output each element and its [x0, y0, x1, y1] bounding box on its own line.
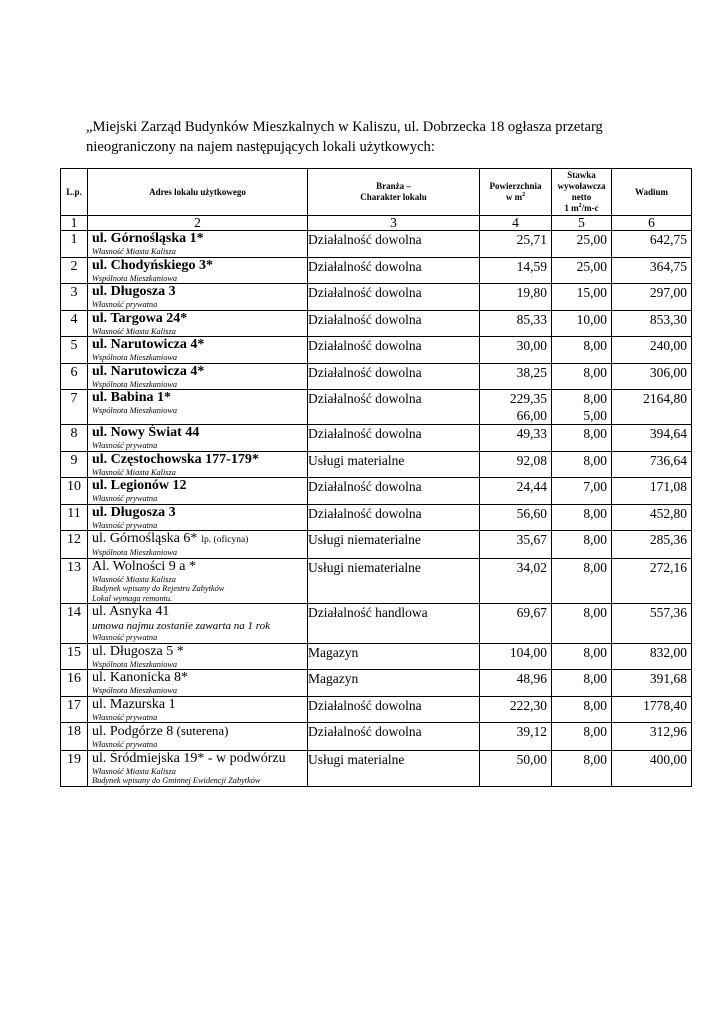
table-row — [61, 284, 692, 311]
row-rate — [552, 310, 612, 337]
row-address-extra: lp. (oficyna) — [201, 535, 249, 545]
row-ownership-note: Wspólnota Mieszkaniowa — [92, 686, 178, 695]
row-deposit: 285,36 — [612, 531, 692, 559]
row-deposit: 2164,80 — [612, 390, 692, 425]
row-address-text: ul. Narutowicza 4* — [92, 337, 205, 352]
row-address-text: ul. Częstochowska 177-179* — [92, 451, 259, 467]
header-branch — [308, 169, 480, 216]
row-ownership-note: Własność Miasta Kalisza — [92, 766, 176, 776]
row-rate — [552, 257, 612, 284]
header-rate-line-2: wywoławcza — [557, 181, 606, 191]
row-branch: Działalność dowolna — [308, 504, 480, 531]
row-contract-note: umowa najmu zostanie zawarta na 1 rok — [92, 620, 271, 632]
row-address-cell — [88, 425, 308, 452]
row-address — [88, 531, 307, 548]
row-lp: 2 — [61, 257, 88, 284]
row-branch: Działalność dowolna — [308, 310, 480, 337]
row-address-cell — [88, 643, 308, 670]
row-address — [88, 670, 307, 686]
table-row — [61, 696, 692, 723]
row-lp: 8 — [61, 425, 88, 452]
header-row — [61, 169, 692, 216]
row-area-value: 222,30 — [509, 697, 547, 713]
row-rate — [552, 451, 612, 478]
row-address — [88, 723, 307, 740]
intro-line-1: „Miejski Zarząd Budynków Mieszkalnych w Kaliszu, ul. Dobrzecka 18 ogłasza przetarg — [86, 119, 603, 135]
row-address — [88, 390, 307, 406]
row-lp: 1 — [61, 231, 88, 258]
row-area-value: 14,59 — [516, 258, 547, 274]
row-lp: 17 — [61, 696, 88, 723]
row-branch: Usługi materialne — [308, 451, 480, 478]
header-area-sup: 2 — [522, 192, 526, 198]
row-rate-value: 8,00 — [583, 724, 607, 739]
row-deposit: 297,00 — [612, 284, 692, 311]
row-lp: 6 — [61, 363, 88, 390]
row-rate-value: 25,00 — [576, 232, 607, 247]
row-area-value: 56,60 — [516, 505, 547, 521]
row-deposit: 312,96 — [612, 723, 692, 751]
row-area — [480, 558, 552, 604]
row-rate — [552, 750, 612, 786]
row-branch: Działalność dowolna — [308, 231, 480, 258]
table-row — [61, 337, 692, 364]
row-ownership-note: Własność prywatna — [92, 494, 158, 503]
row-ownership-note: Własność prywatna — [92, 300, 158, 309]
row-address — [88, 697, 307, 713]
header-branch-line-2: Charakter lokalu — [360, 192, 427, 202]
row-branch: Działalność dowolna — [308, 390, 480, 425]
row-area — [480, 604, 552, 644]
row-address-cell — [88, 310, 308, 337]
table-row — [61, 390, 692, 425]
row-ownership-note: Własność Miasta Kalisza — [92, 467, 176, 477]
row-lp: 18 — [61, 723, 88, 751]
row-ownership-note: Wspólnota Mieszkaniowa — [92, 273, 178, 283]
row-area — [480, 504, 552, 531]
row-deposit: 394,64 — [612, 425, 692, 452]
row-rate-value: 8,00 — [583, 505, 607, 521]
row-rate-value: 8,00 — [583, 532, 607, 547]
row-area — [480, 451, 552, 478]
row-area-value: 48,96 — [516, 671, 547, 686]
header-area-line-1: Powierzchnia — [489, 181, 542, 191]
row-area — [480, 257, 552, 284]
row-lp: 11 — [61, 504, 88, 531]
row-address-text: ul. Długosza 3 — [92, 504, 176, 520]
row-address-cell — [88, 257, 308, 284]
row-ownership-note: Wspólnota Mieszkaniowa — [92, 406, 178, 415]
header-rate-sup: 2 — [578, 203, 582, 209]
table-row — [61, 604, 692, 644]
row-area-value: 50,00 — [516, 751, 547, 767]
row-rate-value: 8,00 — [583, 452, 607, 468]
row-address-text: ul. Narutowicza 4* — [92, 363, 205, 379]
row-area — [480, 310, 552, 337]
row-branch: Działalność handlowa — [308, 604, 480, 644]
row-deposit: 832,00 — [612, 643, 692, 670]
row-address — [88, 452, 307, 468]
row-lp: 7 — [61, 390, 88, 425]
row-address — [88, 478, 307, 494]
row-address — [88, 258, 307, 274]
row-ownership-note: Lokal wymaga remontu. — [92, 593, 173, 603]
row-address — [88, 231, 307, 247]
row-rate-value: 25,00 — [576, 258, 607, 274]
row-branch: Magazyn — [308, 670, 480, 697]
column-number: 1 — [61, 216, 88, 231]
row-address-cell — [88, 284, 308, 311]
row-rate-value: 8,00 — [583, 426, 607, 441]
row-rate — [552, 425, 612, 452]
row-address-cell — [88, 363, 308, 390]
row-deposit: 400,00 — [612, 750, 692, 786]
row-area — [480, 478, 552, 505]
row-address-text: ul. Śródmiejska 19* - w podwórzu — [92, 750, 286, 766]
row-address — [88, 505, 307, 521]
row-area-value: 19,80 — [516, 285, 547, 300]
row-branch: Działalność dowolna — [308, 723, 480, 751]
row-ownership-note: Własność prywatna — [92, 740, 158, 749]
header-rate-unit-tail: /m-c — [581, 203, 599, 213]
row-branch: Usługi niematerialne — [308, 531, 480, 559]
table-row — [61, 670, 692, 697]
row-area — [480, 337, 552, 364]
row-lp: 9 — [61, 451, 88, 478]
row-deposit: 557,36 — [612, 604, 692, 644]
row-branch: Działalność dowolna — [308, 425, 480, 452]
row-rate-value: 8,00 — [583, 671, 607, 686]
row-address-text: ul. Asnyka 41 — [92, 604, 170, 619]
header-rate-unit: 1 m — [564, 203, 579, 213]
table-row — [61, 310, 692, 337]
header-lp: L.p. — [61, 169, 88, 216]
row-address — [88, 644, 307, 660]
column-number: 4 — [480, 216, 552, 231]
table-row — [61, 504, 692, 531]
row-address-text: ul. Babina 1* — [92, 390, 171, 405]
row-lp: 19 — [61, 750, 88, 786]
row-branch: Usługi niematerialne — [308, 558, 480, 604]
row-rate — [552, 478, 612, 505]
row-address-cell — [88, 531, 308, 559]
row-address-text: ul. Chodyńskiego 3* — [92, 257, 213, 273]
row-area — [480, 284, 552, 311]
row-address-cell — [88, 451, 308, 478]
row-lp: 3 — [61, 284, 88, 311]
row-area-value: 38,25 — [516, 364, 547, 380]
row-branch: Usługi materialne — [308, 750, 480, 786]
row-address-text: ul. Nowy Świat 44 — [92, 425, 200, 440]
column-number: 6 — [612, 216, 692, 231]
table-row — [61, 478, 692, 505]
row-branch: Działalność dowolna — [308, 337, 480, 364]
row-area — [480, 425, 552, 452]
row-lp: 10 — [61, 478, 88, 505]
row-rate-value: 10,00 — [576, 311, 607, 327]
row-rate — [552, 337, 612, 364]
row-address-text: Al. Wolności 9 a * — [92, 558, 196, 574]
row-area-value: 49,33 — [516, 426, 547, 441]
row-deposit: 736,64 — [612, 451, 692, 478]
row-rate-value: 8,00 — [583, 697, 607, 713]
row-address-text: ul. Mazurska 1 — [92, 696, 176, 712]
row-deposit: 1778,40 — [612, 696, 692, 723]
row-area-value: 66,00 — [516, 408, 547, 423]
row-ownership-note: Budynek wpisany do Gminnej Ewidencji Zabytków — [92, 776, 261, 785]
row-address-cell — [88, 390, 308, 425]
row-area-value: 39,12 — [516, 724, 547, 739]
row-deposit: 306,00 — [612, 363, 692, 390]
row-rate — [552, 604, 612, 644]
header-rate-line-1: Stawka — [567, 170, 596, 180]
table-row — [61, 425, 692, 452]
header-branch-line-1: Branża – — [376, 181, 411, 191]
row-area — [480, 390, 552, 425]
header-rate-line-4 — [552, 203, 611, 214]
row-address-text: ul. Długosza 3 — [92, 284, 176, 299]
row-ownership-note: Własność prywatna — [92, 520, 158, 530]
row-rate-value: 8,00 — [583, 644, 607, 660]
row-rate — [552, 284, 612, 311]
row-deposit: 452,80 — [612, 504, 692, 531]
row-branch: Działalność dowolna — [308, 363, 480, 390]
row-lp: 14 — [61, 604, 88, 644]
row-address — [88, 337, 307, 353]
column-number: 2 — [88, 216, 308, 231]
row-address-tail: (suterena) — [173, 723, 229, 738]
row-address — [88, 751, 307, 767]
row-ownership-note: Wspólnota Mieszkaniowa — [92, 379, 178, 389]
row-address-cell — [88, 723, 308, 751]
row-address — [88, 284, 307, 300]
row-area-value: 92,08 — [516, 452, 547, 468]
row-rate — [552, 723, 612, 751]
header-address: Adres lokalu użytkowego — [88, 169, 308, 216]
row-rate-value: 15,00 — [576, 285, 607, 300]
row-area — [480, 531, 552, 559]
row-area — [480, 643, 552, 670]
row-rate-value: 8,00 — [583, 338, 607, 353]
row-address — [88, 559, 307, 575]
table-row — [61, 643, 692, 670]
row-deposit: 272,16 — [612, 558, 692, 604]
row-rate — [552, 696, 612, 723]
row-address-cell — [88, 478, 308, 505]
row-area-value: 34,02 — [516, 559, 547, 575]
row-address-cell — [88, 750, 308, 786]
row-ownership-note: Własność prywatna — [92, 633, 158, 642]
header-area-line-2 — [480, 192, 551, 203]
row-area — [480, 231, 552, 258]
row-ownership-note: Wspólnota Mieszkaniowa — [92, 659, 178, 669]
row-rate-value: 8,00 — [583, 391, 607, 406]
row-rate-value: 8,00 — [583, 751, 607, 767]
table-row — [61, 451, 692, 478]
header-rate — [552, 169, 612, 216]
row-ownership-note: Własność Miasta Kalisza — [92, 574, 176, 584]
row-deposit: 171,08 — [612, 478, 692, 505]
row-address — [88, 604, 307, 620]
row-area-value: 69,67 — [516, 605, 547, 620]
table-row — [61, 257, 692, 284]
row-rate — [552, 643, 612, 670]
row-address-text: ul. Targowa 24* — [92, 310, 188, 326]
row-lp: 5 — [61, 337, 88, 364]
row-deposit: 642,75 — [612, 231, 692, 258]
table-row — [61, 558, 692, 604]
row-lp: 16 — [61, 670, 88, 697]
table-row — [61, 231, 692, 258]
column-number: 3 — [308, 216, 480, 231]
row-ownership-note: Własność Miasta Kalisza — [92, 247, 176, 256]
row-ownership-note: Budynek wpisany do Rejestru Zabytków — [92, 584, 225, 593]
column-number-row — [61, 216, 692, 231]
column-number: 5 — [552, 216, 612, 231]
row-area-value: 35,67 — [516, 532, 547, 547]
row-deposit: 853,30 — [612, 310, 692, 337]
row-rate-value: 8,00 — [583, 559, 607, 575]
row-address-text: ul. Legionów 12 — [92, 478, 187, 493]
row-deposit: 391,68 — [612, 670, 692, 697]
row-lp: 4 — [61, 310, 88, 337]
row-area-value: 229,35 — [509, 391, 547, 406]
row-rate — [552, 558, 612, 604]
row-ownership-note: Własność prywatna — [92, 712, 158, 722]
row-deposit: 240,00 — [612, 337, 692, 364]
row-area — [480, 363, 552, 390]
row-area-value: 85,33 — [516, 311, 547, 327]
row-branch: Działalność dowolna — [308, 257, 480, 284]
row-address-cell — [88, 504, 308, 531]
row-deposit: 364,75 — [612, 257, 692, 284]
row-ownership-note: Wspólnota Mieszkaniowa — [92, 353, 178, 362]
row-address-cell — [88, 337, 308, 364]
row-address — [88, 311, 307, 327]
row-address-text: ul. Podgórze 8 — [92, 724, 174, 739]
row-rate — [552, 231, 612, 258]
table-body — [61, 231, 692, 787]
row-address — [88, 364, 307, 380]
row-area-value: 25,71 — [516, 232, 547, 247]
row-ownership-note: Własność Miasta Kalisza — [92, 326, 176, 336]
row-ownership-note: Wspólnota Mieszkaniowa — [92, 548, 178, 557]
row-rate — [552, 670, 612, 697]
row-address-text: ul. Górnośląska 6* — [92, 531, 198, 546]
row-rate-value: 8,00 — [583, 605, 607, 620]
row-address-text: ul. Długosza 5 * — [92, 643, 184, 659]
row-area — [480, 696, 552, 723]
row-address-text: ul. Górnośląska 1* — [92, 231, 204, 246]
row-ownership-note: Własność prywatna — [92, 441, 158, 450]
row-lp: 12 — [61, 531, 88, 559]
row-rate-value: 5,00 — [583, 408, 607, 423]
header-rate-line-3: netto — [571, 192, 592, 202]
row-area-value: 104,00 — [509, 644, 547, 660]
table-row — [61, 363, 692, 390]
row-branch: Działalność dowolna — [308, 696, 480, 723]
row-area — [480, 723, 552, 751]
row-address-cell — [88, 604, 308, 644]
row-area-value: 24,44 — [516, 479, 547, 494]
row-address — [88, 425, 307, 441]
row-address-cell — [88, 558, 308, 604]
table-row — [61, 723, 692, 751]
header-area-unit: w m — [505, 192, 523, 202]
row-rate-value: 8,00 — [583, 364, 607, 380]
row-rate — [552, 504, 612, 531]
row-address-cell — [88, 670, 308, 697]
intro-text — [86, 117, 637, 157]
row-address-cell — [88, 231, 308, 258]
intro-line-2: nieograniczony na najem następujących lokali użytkowych: — [86, 139, 435, 155]
row-branch: Magazyn — [308, 643, 480, 670]
header-area — [480, 169, 552, 216]
table-row — [61, 750, 692, 786]
row-lp: 15 — [61, 643, 88, 670]
row-rate-value: 7,00 — [583, 479, 607, 494]
row-branch: Działalność dowolna — [308, 284, 480, 311]
row-area-value: 30,00 — [516, 338, 547, 353]
row-address-cell — [88, 696, 308, 723]
row-branch: Działalność dowolna — [308, 478, 480, 505]
row-rate — [552, 363, 612, 390]
row-area — [480, 750, 552, 786]
header-deposit: Wadium — [612, 169, 692, 216]
row-rate — [552, 390, 612, 425]
premises-table — [60, 168, 692, 787]
table-row — [61, 531, 692, 559]
row-lp: 13 — [61, 558, 88, 604]
row-area — [480, 670, 552, 697]
row-rate — [552, 531, 612, 559]
row-address-text: ul. Kanonicka 8* — [92, 670, 189, 685]
